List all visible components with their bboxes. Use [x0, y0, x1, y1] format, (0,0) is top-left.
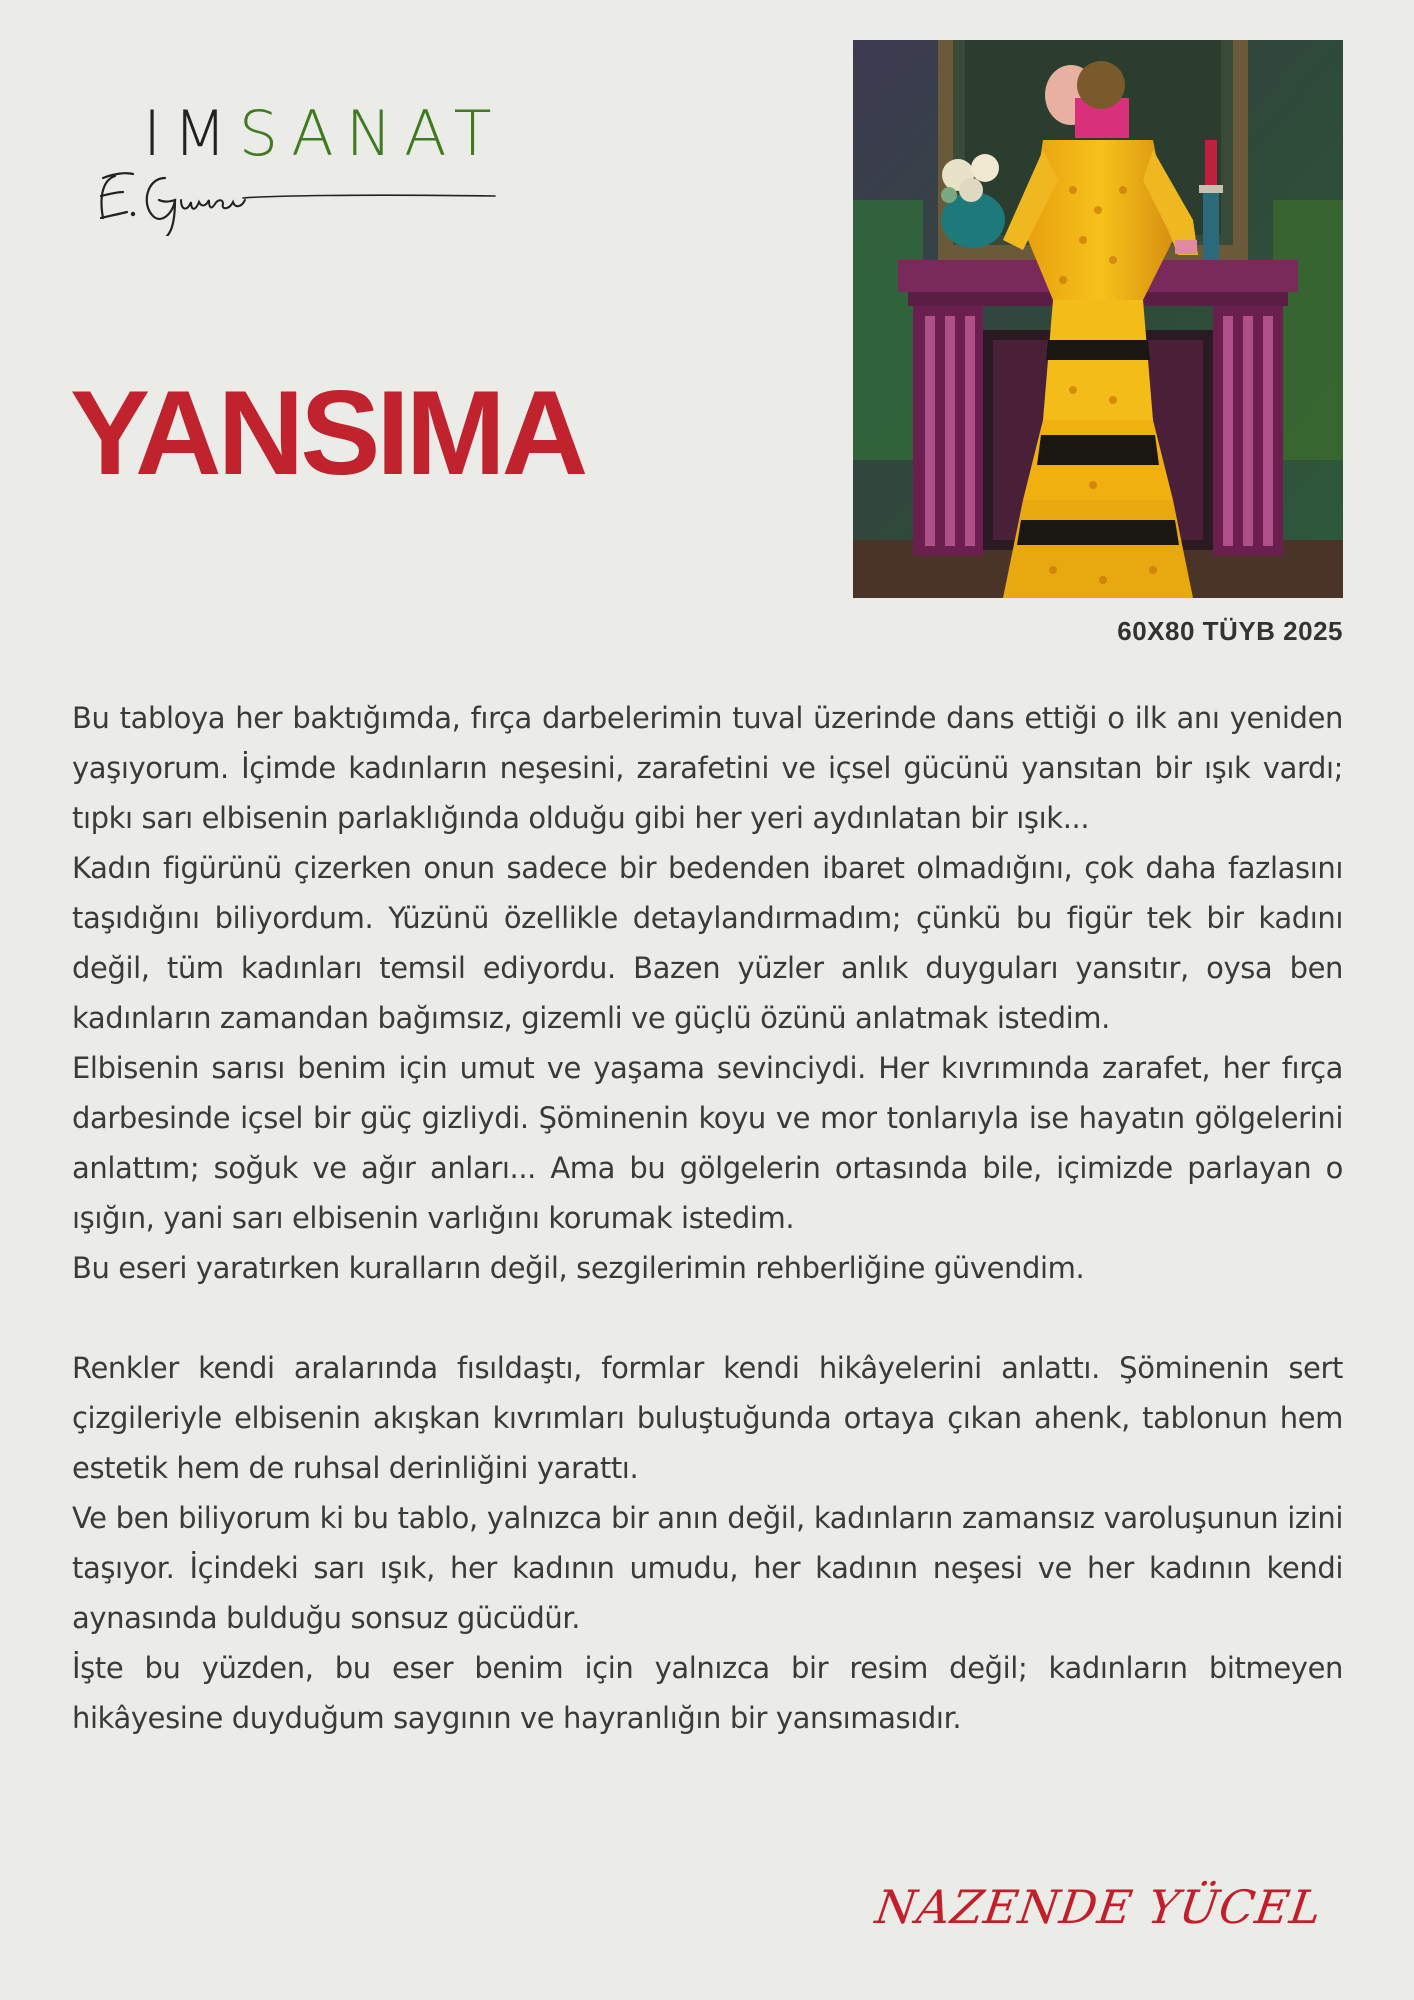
paragraph: Bu eseri yaratırken kuralların değil, sezgilerimin rehberliğine güvendim. — [72, 1251, 1085, 1285]
article-body — [72, 693, 1343, 1743]
page-title: YANSIMA — [70, 366, 585, 500]
logo-signature — [95, 156, 515, 236]
imsanat-logo — [95, 98, 515, 238]
painting-caption: 60X80 TÜYB 2025 — [1117, 616, 1343, 646]
logo-text-sanat: SANAT — [238, 97, 504, 170]
painting-image — [853, 40, 1343, 598]
paragraph: Elbisenin sarısı benim için umut ve yaşama sevinciydi. Her kıvrımında zarafet, her fırça darbesinde içsel bir güç gizliydi. Şöminenin koyu ve mor tonlarıyla ise hayatın gölgelerini anlattım; soğuk ve ağır anları... Ama bu gölgelerin ortasında bile, içimizde parlayan o ışığın, yani sarı elbisenin varlığını korumak istedim. — [72, 1051, 1343, 1235]
paragraph: Ve ben biliyorum ki bu tablo, yalnızca bir anın değil, kadınların zamansız varoluşunun izini taşıyor. İçindeki sarı ışık, her kadının umudu, her kadının neşesi ve her kadının kendi aynasında bulduğu sonsuz gücüdür. — [72, 1501, 1343, 1635]
author-signature: NAZENDE YÜCEL — [872, 1880, 1326, 1934]
paragraph: Bu tabloya her baktığımda, fırça darbelerimin tuval üzerinde dans ettiği o ilk anı yeniden yaşıyorum. İçimde kadınların neşesini, zarafetini ve içsel gücünü yansıtan bir ışık vardı; tıpkı sarı elbisenin parlaklığında olduğu gibi her yeri aydınlatan bir ışık... — [72, 701, 1343, 835]
paragraph: Renkler kendi aralarında fısıldaştı, formlar kendi hikâyelerini anlattı. Şöminenin sert çizgileriyle elbisenin akışkan kıvrımları buluştuğunda ortaya çıkan ahenk, tablonun hem estetik hem de ruhsal derinliğini yarattı. — [72, 1351, 1343, 1485]
paragraph: Kadın figürünü çizerken onun sadece bir bedenden ibaret olmadığını, çok daha fazlasını taşıdığını biliyordum. Yüzünü özellikle detaylandırmadım; çünkü bu figür tek bir kadını değil, tüm kadınları temsil ediyordu. Bazen yüzler anlık duyguları yansıtır, oysa ben kadınların zamandan bağımsız, gizemli ve güçlü özünü anlatmak istedim. — [72, 851, 1343, 1035]
paragraph: İşte bu yüzden, bu eser benim için yalnızca bir resim değil; kadınların bitmeyen hikâyesine duyduğum saygının ve hayranlığın bir yansımasıdır. — [72, 1651, 1343, 1735]
logo-text-im: IM — [143, 97, 239, 170]
